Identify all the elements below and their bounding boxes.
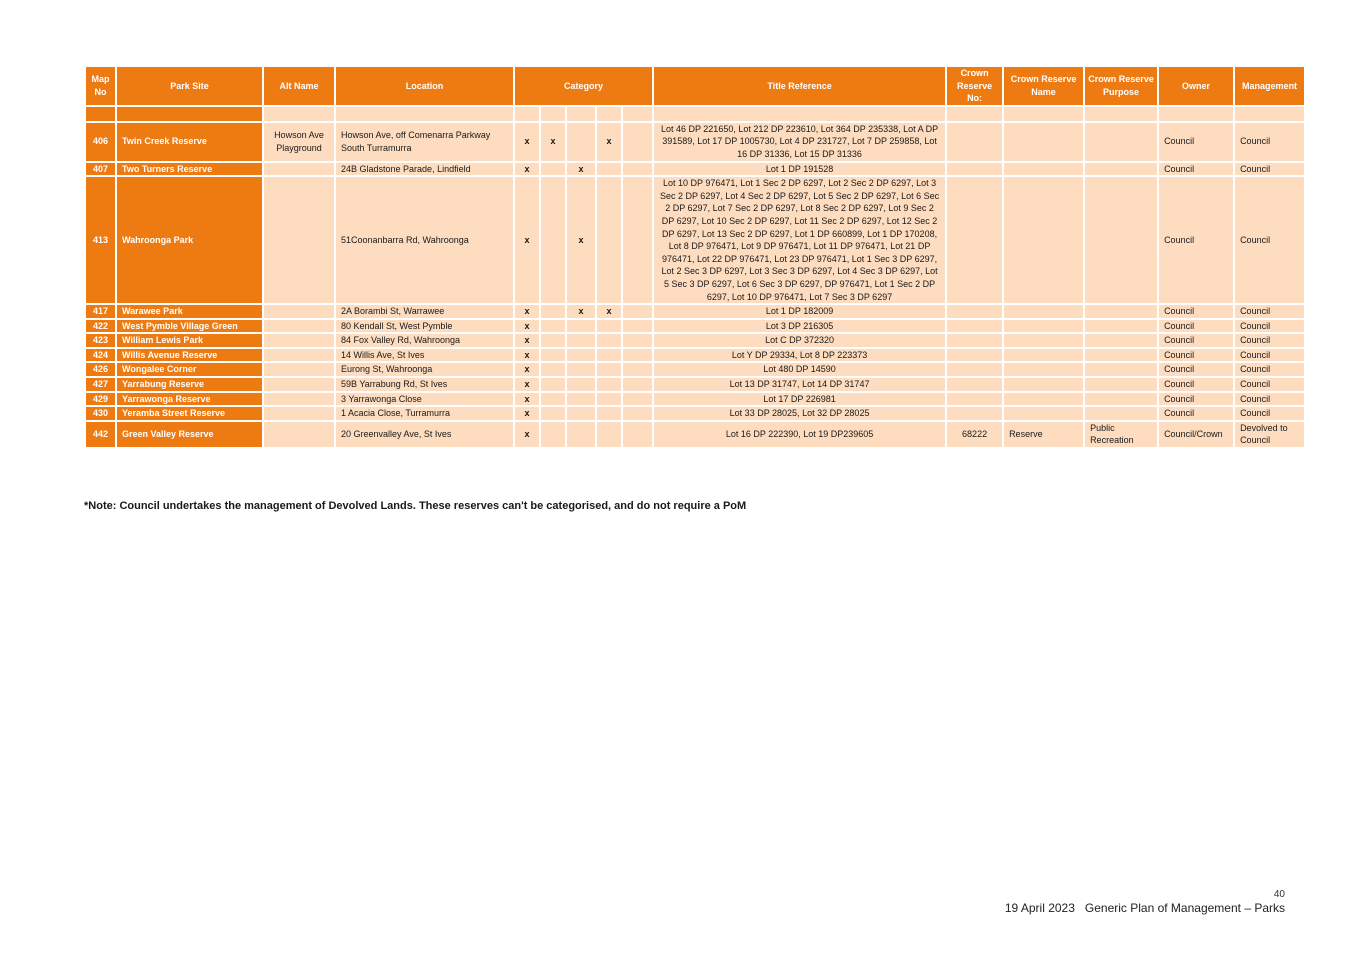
category-mark-cell: x (566, 176, 596, 304)
management-cell: Council (1234, 176, 1305, 304)
management-cell: Council (1234, 406, 1305, 421)
map-no-cell: 442 (85, 421, 116, 448)
blank-cell (85, 106, 116, 122)
crown-reserve-name-cell (1003, 304, 1084, 319)
table-row (85, 406, 1305, 421)
location-cell: 1 Acacia Close, Turramurra (335, 406, 514, 421)
crown-reserve-name-cell (1003, 162, 1084, 177)
park-site-cell: Willis Avenue Reserve (116, 348, 263, 363)
park-site-cell: Warawee Park (116, 304, 263, 319)
alt-name-cell (263, 162, 335, 177)
crown-reserve-name-cell (1003, 406, 1084, 421)
table-row (85, 377, 1305, 392)
location-cell: 24B Gladstone Parade, Lindfield (335, 162, 514, 177)
category-mark-cell (622, 122, 653, 162)
management-cell: Council (1234, 319, 1305, 334)
category-mark-cell (622, 319, 653, 334)
map-no-cell: 423 (85, 333, 116, 348)
header-title-reference: Title Reference (653, 66, 946, 106)
crown-reserve-no-cell (946, 176, 1003, 304)
alt-name-cell (263, 348, 335, 363)
table-row (85, 162, 1305, 177)
header-crown-reserve-no: Crown Reserve No: (946, 66, 1003, 106)
alt-name-cell (263, 377, 335, 392)
park-site-cell: Wongalee Corner (116, 362, 263, 377)
category-mark-cell: x (514, 176, 540, 304)
crown-reserve-name-cell (1003, 176, 1084, 304)
crown-reserve-no-cell (946, 122, 1003, 162)
blank-cell (622, 106, 653, 122)
category-mark-cell: x (514, 421, 540, 448)
crown-reserve-no-cell (946, 392, 1003, 407)
map-no-cell: 426 (85, 362, 116, 377)
location-cell: 59B Yarrabung Rd, St Ives (335, 377, 514, 392)
category-mark-cell (622, 392, 653, 407)
owner-cell: Council (1158, 176, 1234, 304)
owner-cell: Council (1158, 162, 1234, 177)
crown-reserve-name-cell (1003, 377, 1084, 392)
category-mark-cell: x (514, 406, 540, 421)
crown-reserve-purpose-cell (1084, 333, 1158, 348)
park-site-cell: Two Turners Reserve (116, 162, 263, 177)
category-mark-cell (596, 406, 622, 421)
blank-cell (1003, 106, 1084, 122)
alt-name-cell (263, 406, 335, 421)
header-crown-reserve-name: Crown Reserve Name (1003, 66, 1084, 106)
header-alt-name: Alt Name (263, 66, 335, 106)
owner-cell: Council (1158, 319, 1234, 334)
park-site-cell: Yarrawonga Reserve (116, 392, 263, 407)
map-no-cell: 407 (85, 162, 116, 177)
location-cell: 51Coonanbarra Rd, Wahroonga (335, 176, 514, 304)
header-crown-reserve-purpose: Crown Reserve Purpose (1084, 66, 1158, 106)
crown-reserve-no-cell (946, 377, 1003, 392)
table-row (85, 176, 1305, 304)
map-no-cell: 429 (85, 392, 116, 407)
category-mark-cell (596, 377, 622, 392)
category-mark-cell (566, 333, 596, 348)
management-cell: Council (1234, 392, 1305, 407)
crown-reserve-name-cell: Reserve (1003, 421, 1084, 448)
category-mark-cell (566, 406, 596, 421)
crown-reserve-no-cell (946, 162, 1003, 177)
category-mark-cell: x (596, 304, 622, 319)
crown-reserve-purpose-cell (1084, 122, 1158, 162)
crown-reserve-purpose-cell (1084, 176, 1158, 304)
category-mark-cell (566, 392, 596, 407)
park-site-cell: Yarrabung Reserve (116, 377, 263, 392)
blank-cell (1234, 106, 1305, 122)
map-no-cell: 413 (85, 176, 116, 304)
table-row (85, 362, 1305, 377)
crown-reserve-no-cell (946, 319, 1003, 334)
location-cell: 14 Willis Ave, St Ives (335, 348, 514, 363)
table-row (85, 304, 1305, 319)
category-mark-cell (596, 162, 622, 177)
category-mark-cell (540, 362, 566, 377)
title-reference-cell: Lot Y DP 29334, Lot 8 DP 223373 (653, 348, 946, 363)
park-site-cell: Twin Creek Reserve (116, 122, 263, 162)
category-mark-cell: x (514, 304, 540, 319)
alt-name-cell (263, 333, 335, 348)
page-number: 40 (1273, 889, 1285, 900)
category-mark-cell (566, 122, 596, 162)
category-mark-cell (566, 421, 596, 448)
category-mark-cell (540, 304, 566, 319)
map-no-cell: 422 (85, 319, 116, 334)
blank-cell (566, 106, 596, 122)
category-mark-cell: x (514, 333, 540, 348)
map-no-cell: 417 (85, 304, 116, 319)
category-mark-cell (540, 377, 566, 392)
page-footer (1005, 901, 1285, 915)
location-cell: Eurong St, Wahroonga (335, 362, 514, 377)
park-site-cell: West Pymble Village Green (116, 319, 263, 334)
category-mark-cell (622, 348, 653, 363)
category-mark-cell (622, 421, 653, 448)
blank-cell (946, 106, 1003, 122)
parks-register-table (84, 65, 1306, 449)
park-site-cell: William Lewis Park (116, 333, 263, 348)
header-owner: Owner (1158, 66, 1234, 106)
management-cell: Council (1234, 122, 1305, 162)
blank-cell (1084, 106, 1158, 122)
blank-cell (335, 106, 514, 122)
category-mark-cell: x (514, 122, 540, 162)
crown-reserve-name-cell (1003, 319, 1084, 334)
category-mark-cell (622, 406, 653, 421)
blank-cell (263, 106, 335, 122)
table-row (85, 421, 1305, 448)
management-cell: Council (1234, 362, 1305, 377)
category-mark-cell: x (540, 122, 566, 162)
blank-cell (1158, 106, 1234, 122)
category-mark-cell (622, 162, 653, 177)
category-mark-cell (540, 348, 566, 363)
title-reference-cell: Lot 13 DP 31747, Lot 14 DP 31747 (653, 377, 946, 392)
title-reference-cell: Lot 10 DP 976471, Lot 1 Sec 2 DP 6297, Lot 2 Sec 2 DP 6297, Lot 3 Sec 2 DP 6297, Lot 4 Sec 2 DP 6297, Lot 5 Sec 2 DP 6297, Lot 6 Sec 2 DP 6297, Lot 7 Sec 2 DP 6297, Lot 8 Sec 2 DP 6297, Lot 9 Sec 2 DP 6297, Lot 10 Sec 2 DP 6297, Lot 11 Sec 2 DP 6297, Lot 12 Sec 2 DP 6297, Lot 13 Sec 2 DP 6297, Lot 1 DP 660899, Lot 1 DP 170208, Lot 8 DP 976471, Lot 9 DP 976471, Lot 11 DP 976471, Lot 21 DP 976471, Lot 22 DP 976471, Lot 23 DP 976471, Lot 1 Sec 3 DP 6297, Lot 2 Sec 3 DP 6297, Lot 3 Sec 3 DP 6297, Lot 4 Sec 3 DP 6297, Lot 5 Sec 3 DP 6297, Lot 6 Sec 3 DP 6297, DP 976471, Lot 1 Sec 2 DP 6297, Lot 10 DP 976471, Lot 7 Sec 3 DP 6297 (653, 176, 946, 304)
category-mark-cell (622, 362, 653, 377)
crown-reserve-no-cell (946, 348, 1003, 363)
alt-name-cell (263, 176, 335, 304)
blank-cell (540, 106, 566, 122)
header-park-site: Park Site (116, 66, 263, 106)
category-mark-cell (622, 304, 653, 319)
category-mark-cell (596, 348, 622, 363)
category-mark-cell (540, 162, 566, 177)
blank-cell (596, 106, 622, 122)
title-reference-cell: Lot C DP 372320 (653, 333, 946, 348)
location-cell: 2A Borambi St, Warrawee (335, 304, 514, 319)
blank-cell (116, 106, 263, 122)
category-subheader-row (85, 106, 1305, 122)
alt-name-cell (263, 392, 335, 407)
owner-cell: Council (1158, 348, 1234, 363)
location-cell: 20 Greenvalley Ave, St Ives (335, 421, 514, 448)
owner-cell: Council (1158, 362, 1234, 377)
crown-reserve-purpose-cell (1084, 392, 1158, 407)
park-site-cell: Wahroonga Park (116, 176, 263, 304)
devolved-lands-note: *Note: Council undertakes the management of Devolved Lands. These reserves can't be categorised, and do not require a PoM (84, 500, 747, 512)
owner-cell: Council (1158, 406, 1234, 421)
table-row (85, 392, 1305, 407)
crown-reserve-no-cell (946, 406, 1003, 421)
table-row (85, 333, 1305, 348)
crown-reserve-purpose-cell (1084, 362, 1158, 377)
owner-cell: Council (1158, 333, 1234, 348)
title-reference-cell: Lot 33 DP 28025, Lot 32 DP 28025 (653, 406, 946, 421)
alt-name-cell (263, 362, 335, 377)
location-cell: 84 Fox Valley Rd, Wahroonga (335, 333, 514, 348)
alt-name-cell: Howson Ave Playground (263, 122, 335, 162)
map-no-cell: 406 (85, 122, 116, 162)
category-mark-cell (566, 319, 596, 334)
management-cell: Council (1234, 377, 1305, 392)
crown-reserve-name-cell (1003, 122, 1084, 162)
header-category: Category (514, 66, 653, 106)
crown-reserve-purpose-cell (1084, 162, 1158, 177)
category-mark-cell (596, 176, 622, 304)
category-mark-cell (540, 406, 566, 421)
map-no-cell: 424 (85, 348, 116, 363)
footer-document-title: Generic Plan of Management – Parks (1084, 901, 1285, 915)
category-mark-cell: x (514, 348, 540, 363)
map-no-cell: 430 (85, 406, 116, 421)
category-mark-cell (540, 333, 566, 348)
title-reference-cell: Lot 16 DP 222390, Lot 19 DP239605 (653, 421, 946, 448)
crown-reserve-name-cell (1003, 333, 1084, 348)
owner-cell: Council/Crown (1158, 421, 1234, 448)
crown-reserve-no-cell (946, 304, 1003, 319)
table-row (85, 319, 1305, 334)
title-reference-cell: Lot 1 DP 182009 (653, 304, 946, 319)
category-mark-cell: x (514, 377, 540, 392)
management-cell: Council (1234, 304, 1305, 319)
crown-reserve-purpose-cell (1084, 348, 1158, 363)
crown-reserve-purpose-cell: Public Recreation (1084, 421, 1158, 448)
category-mark-cell (622, 176, 653, 304)
category-mark-cell: x (514, 362, 540, 377)
crown-reserve-name-cell (1003, 348, 1084, 363)
header-management: Management (1234, 66, 1305, 106)
title-reference-cell: Lot 17 DP 226981 (653, 392, 946, 407)
crown-reserve-no-cell: 68222 (946, 421, 1003, 448)
table-row (85, 348, 1305, 363)
category-mark-cell (596, 362, 622, 377)
owner-cell: Council (1158, 392, 1234, 407)
crown-reserve-purpose-cell (1084, 304, 1158, 319)
category-mark-cell (622, 333, 653, 348)
category-mark-cell (566, 362, 596, 377)
crown-reserve-no-cell (946, 333, 1003, 348)
category-mark-cell: x (514, 162, 540, 177)
alt-name-cell (263, 319, 335, 334)
category-mark-cell (596, 392, 622, 407)
park-site-cell: Green Valley Reserve (116, 421, 263, 448)
category-mark-cell (566, 348, 596, 363)
park-site-cell: Yeramba Street Reserve (116, 406, 263, 421)
table-row (85, 122, 1305, 162)
blank-cell (653, 106, 946, 122)
owner-cell: Council (1158, 304, 1234, 319)
category-mark-cell: x (514, 392, 540, 407)
header-row (85, 66, 1305, 106)
title-reference-cell: Lot 3 DP 216305 (653, 319, 946, 334)
category-mark-cell (596, 319, 622, 334)
category-mark-cell (622, 377, 653, 392)
category-mark-cell (540, 421, 566, 448)
header-map-no: Map No (85, 66, 116, 106)
title-reference-cell: Lot 1 DP 191528 (653, 162, 946, 177)
alt-name-cell (263, 304, 335, 319)
category-mark-cell (596, 421, 622, 448)
title-reference-cell: Lot 480 DP 14590 (653, 362, 946, 377)
management-cell: Council (1234, 162, 1305, 177)
category-mark-cell (540, 319, 566, 334)
crown-reserve-name-cell (1003, 392, 1084, 407)
footer-date: 19 April 2023 (1004, 901, 1075, 915)
header-location: Location (335, 66, 514, 106)
category-mark-cell: x (514, 319, 540, 334)
management-cell: Devolved to Council (1234, 421, 1305, 448)
category-mark-cell: x (566, 162, 596, 177)
crown-reserve-purpose-cell (1084, 319, 1158, 334)
location-cell: 3 Yarrawonga Close (335, 392, 514, 407)
category-mark-cell: x (566, 304, 596, 319)
crown-reserve-no-cell (946, 362, 1003, 377)
title-reference-cell: Lot 46 DP 221650, Lot 212 DP 223610, Lot 364 DP 235338, Lot A DP 391589, Lot 17 DP 1005730, Lot 4 DP 231727, Lot 7 DP 259858, Lot 16 DP 31336, Lot 15 DP 31336 (653, 122, 946, 162)
category-mark-cell (566, 377, 596, 392)
map-no-cell: 427 (85, 377, 116, 392)
owner-cell: Council (1158, 122, 1234, 162)
blank-cell (514, 106, 540, 122)
alt-name-cell (263, 421, 335, 448)
category-mark-cell: x (596, 122, 622, 162)
category-mark-cell (596, 333, 622, 348)
category-mark-cell (540, 392, 566, 407)
management-cell: Council (1234, 333, 1305, 348)
management-cell: Council (1234, 348, 1305, 363)
owner-cell: Council (1158, 377, 1234, 392)
location-cell: Howson Ave, off Comenarra Parkway South Turramurra (335, 122, 514, 162)
crown-reserve-purpose-cell (1084, 406, 1158, 421)
category-mark-cell (540, 176, 566, 304)
location-cell: 80 Kendall St, West Pymble (335, 319, 514, 334)
crown-reserve-name-cell (1003, 362, 1084, 377)
crown-reserve-purpose-cell (1084, 377, 1158, 392)
